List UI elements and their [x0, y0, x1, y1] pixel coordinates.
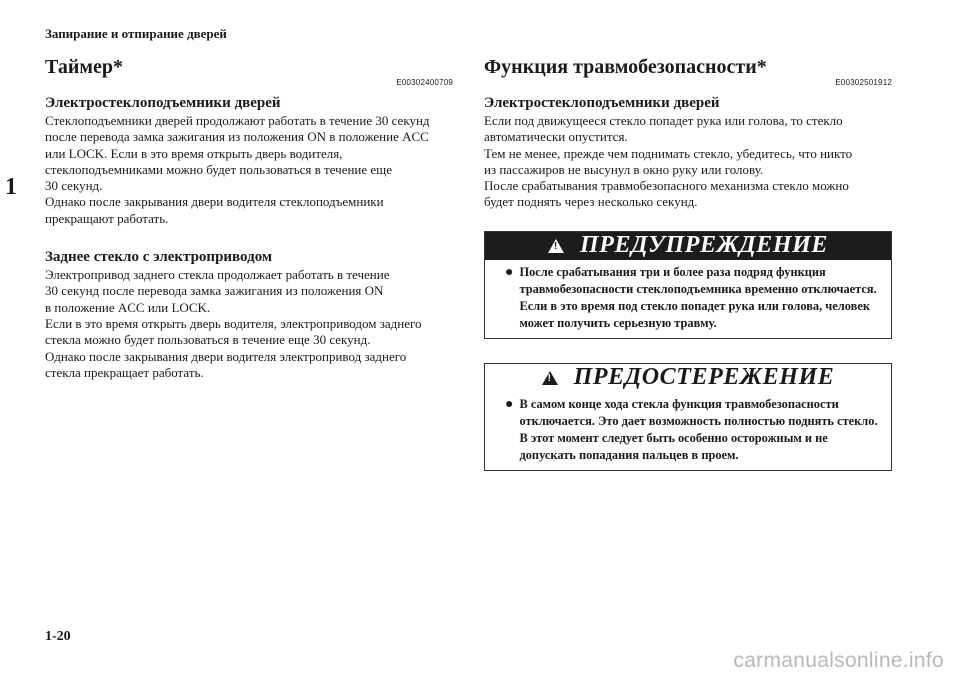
paragraph-line: Тем не менее, прежде чем поднимать стекло, убедитесь, что никто — [484, 145, 853, 161]
section-title-safety: Функция травмобезопасности* — [484, 56, 767, 78]
paragraph-line: Однако после закрывания двери водителя стеклоподъемники — [45, 194, 384, 210]
watermark: carmanualsonline.info — [733, 649, 944, 672]
warning-line: После срабатывания три и более раза подряд функция — [519, 264, 826, 279]
page-number: 1-20 — [45, 629, 71, 644]
paragraph-line: стекла можно будет пользоваться в течение еще 30 секунд. — [45, 332, 371, 348]
paragraph-line: в положение ACC или LOCK. — [45, 299, 211, 315]
left-column — [45, 56, 453, 381]
warning-triangle-icon — [548, 239, 564, 253]
paragraph-line: Если в это время открыть дверь водителя, электроприводом заднего — [45, 315, 422, 331]
section-code: E00302400709 — [396, 78, 453, 87]
chapter-tab: 1 — [0, 170, 22, 204]
caution-line: В этот момент следует быть особенно осторожным и не — [519, 430, 828, 445]
right-column — [484, 56, 892, 471]
warning-line: травмобезопасности стеклоподъемника временно отключается. — [519, 281, 877, 296]
section-title-timer: Таймер* — [45, 56, 123, 78]
caution-line: отключается. Это дает возможность полностью поднять стекло. — [519, 413, 878, 428]
running-header: Запирание и отпирание дверей — [45, 26, 227, 41]
subsection-heading: Электростеклоподъемники дверей — [45, 95, 281, 111]
paragraph-line: Если под движущееся стекло попадет рука или голова, то стекло — [484, 113, 843, 128]
caution-title: ПРЕДОСТЕРЕЖЕНИЕ — [573, 364, 835, 391]
warning-header — [485, 232, 891, 260]
paragraph-line: из пассажиров не высунул в окно руку или голову. — [484, 161, 764, 177]
paragraph-line: Электропривод заднего стекла продолжает работать в течение — [45, 267, 390, 283]
paragraph-line: Однако после закрывания двери водителя электропривод заднего — [45, 348, 407, 364]
paragraph-line: будет поднять через несколько секунд. — [484, 194, 698, 210]
warning-line: может получить серьезную травму. — [519, 315, 717, 330]
warning-title: ПРЕДУПРЕЖДЕНИЕ — [580, 232, 828, 259]
paragraph-line: автоматически опустится. — [484, 129, 628, 145]
paragraph-line: после перевода замка зажигания из положения ON в положение ACC — [45, 129, 429, 145]
paragraph-line: или LOCK. Если в это время открыть дверь водителя, — [45, 145, 343, 161]
caution-header — [485, 364, 891, 392]
paragraph-line: Стеклоподъемники дверей продолжают работать в течение 30 секунд — [45, 113, 430, 128]
warning-triangle-icon — [542, 371, 558, 385]
paragraph-line: стеклоподъемниками можно будет пользоваться в течение еще — [45, 161, 392, 177]
paragraph-line: 30 секунд после перевода замка зажигания из положения ON — [45, 283, 384, 299]
bullet-icon: ● — [505, 396, 514, 412]
warning-box — [484, 231, 892, 339]
paragraph-line: После срабатывания травмобезопасного механизма стекло можно — [484, 178, 849, 194]
warning-line: Если в это время под стекло попадет рука или голова, человек — [519, 298, 870, 313]
caution-box — [484, 363, 892, 471]
caution-line: допускать попадания пальцев в проем. — [519, 447, 739, 462]
bullet-icon: ● — [505, 264, 514, 280]
paragraph-line: прекращают работать. — [45, 210, 169, 226]
caution-line: В самом конце хода стекла функция травмобезопасности — [519, 396, 839, 411]
subsection-heading: Заднее стекло с электроприводом — [45, 249, 273, 266]
paragraph-line: 30 секунд. — [45, 178, 103, 194]
section-code: E00302501912 — [835, 78, 892, 87]
subsection-heading: Электростеклоподъемники дверей — [484, 95, 720, 111]
paragraph-line: стекла прекращает работать. — [45, 364, 204, 380]
